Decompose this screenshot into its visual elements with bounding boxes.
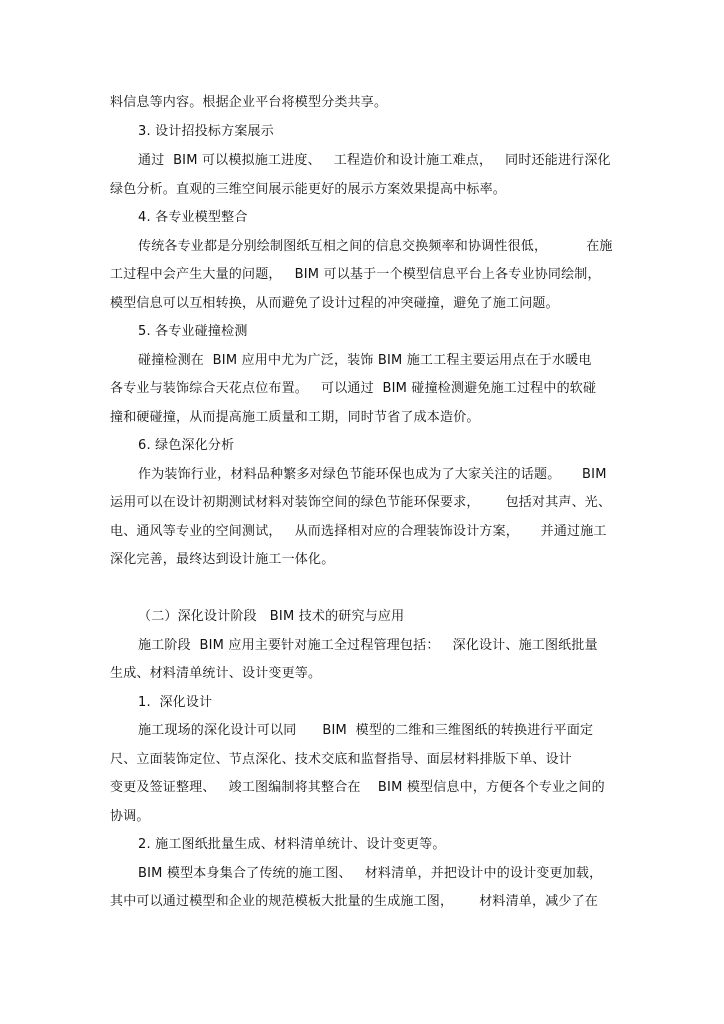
section-heading: 1. 深化设计 [138, 695, 213, 710]
section-heading: 2. 施工图纸批量生成、材料清单统计、设计变更等。 [138, 837, 446, 852]
text-line: 深化完善，最终达到设计施工一体化。 [110, 552, 335, 567]
text-line: 工过程中会产生大量的问题， BIM 可以基于一个模型信息平台上各专业协同绘制， [110, 267, 601, 282]
text-line: 通过 BIM 可以模拟施工进度、 工程造价和设计施工难点， 同时还能进行深化 [138, 153, 611, 168]
text-line: 传统各专业都是分别绘制图纸互相之间的信息交换频率和协调性很低， 在施 [138, 239, 613, 254]
text-line: 其中可以通过模型和企业的规范模板大批量的生成施工图， 材料清单，减少了在 [110, 894, 598, 909]
text-line: 协调。 [110, 809, 150, 824]
text-line: 施工阶段 BIM 应用主要针对施工全过程管理包括： 深化设计、施工图纸批量 [138, 638, 598, 653]
text-line: 施工现场的深化设计可以同 BIM 模型的二维和三维图纸的转换进行平面定 [138, 723, 594, 738]
text-line: 作为装饰行业，材料品种繁多对绿色节能环保也成为了大家关注的话题。 BIM [138, 467, 607, 482]
text-line: 各专业与装饰综合天花点位布置。 可以通过 BIM 碰撞检测避免施工过程中的软碰 [110, 381, 597, 396]
text-line: 料信息等内容。根据企业平台将模型分类共享。 [110, 95, 388, 110]
chapter-heading: （二）深化设计阶段 BIM 技术的研究与应用 [138, 609, 405, 624]
text-line: 尺、立面装饰定位、节点深化、技术交底和监督指导、面层材料排版下单、设计 [110, 752, 573, 767]
text-line: 模型信息可以互相转换，从而避免了设计过程的冲突碰撞，避免了施工问题。 [110, 296, 559, 311]
text-line: 变更及签证整理、 竣工图编制将其整合在 BIM 模型信息中，方便各个专业之间的 [110, 780, 605, 795]
text-line: 生成、材料清单统计、设计变更等。 [110, 666, 322, 681]
section-heading: 4. 各专业模型整合 [138, 210, 248, 225]
section-heading: 3. 设计招投标方案展示 [138, 124, 274, 139]
section-heading: 5. 各专业碰撞检测 [138, 324, 248, 339]
section-heading: 6. 绿色深化分析 [138, 438, 235, 453]
text-line: 电、通风等专业的空间测试， 从而选择相对应的合理装饰设计方案， 并通过施工 [110, 524, 607, 539]
text-line: BIM 模型本身集合了传统的施工图、 材料清单，并把设计中的设计变更加载， [138, 866, 603, 881]
text-line: 碰撞检测在 BIM 应用中尤为广泛，装饰 BIM 施工工程主要运用点在于水暖电 [138, 353, 592, 368]
text-line: 绿色分析。直观的三维空间展示能更好的展示方案效果提高中标率。 [110, 182, 507, 197]
text-line: 撞和硬碰撞，从而提高施工质量和工期，同时节省了成本造价。 [110, 410, 480, 425]
text-line: 运用可以在设计初期测试材料对装饰空间的绿色节能环保要求， 包括对其声、光、 [110, 495, 612, 510]
